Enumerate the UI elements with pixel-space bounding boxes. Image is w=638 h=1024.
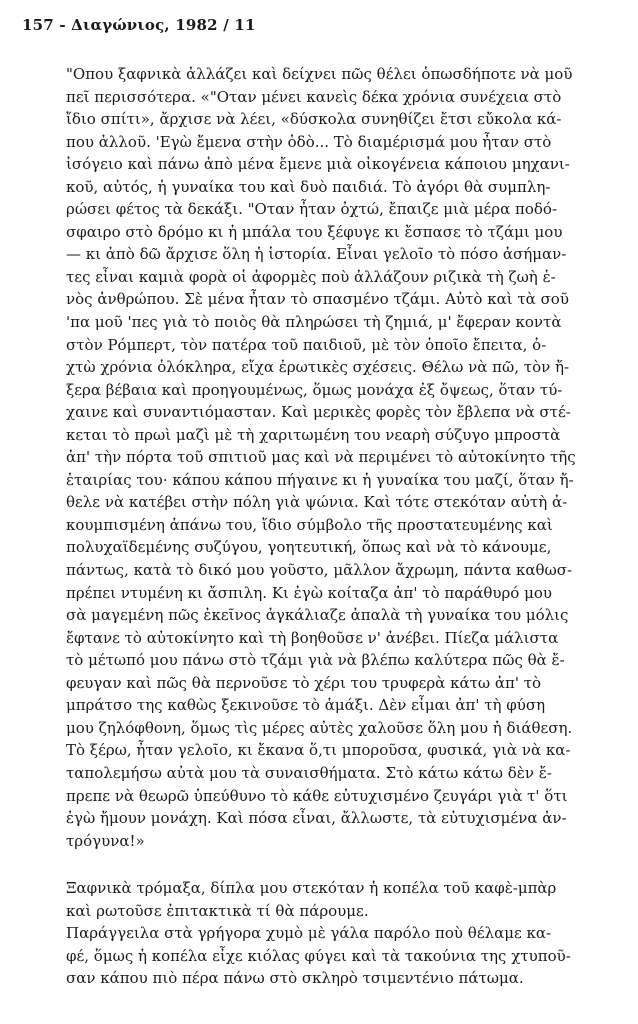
text-line: — κι ἀπὸ δῶ ἄρχισε ὅλη ἡ ἱστορία. Εἶναι γελοῖο τὸ πόσο ἀσήμαν- (66, 245, 567, 264)
text-line: ἰσόγειο καὶ πάνω ἀπὸ μένα ἔμενε μιὰ οἰκογένεια κάποιου μηχανι- (66, 155, 570, 174)
text-line: χαινε καὶ συναντιόμασταν. Καὶ μερικὲς φορὲς τὸν ἔβλεπα νὰ στέ- (66, 403, 571, 422)
text-line: φευγαν καὶ πῶς θὰ περνοῦσε τὸ χέρι του τρυφερὰ κάτω ἀπ' τὸ (66, 673, 542, 692)
text-line: πεῖ περισσότερα. «"Οταν μένει κανεὶς δέκα χρόνια συνέχεια στὸ (66, 87, 562, 106)
text-line: ἀπ' τὴν πόρτα τοῦ σπιτιοῦ μας καὶ νὰ περιμένει τὸ αὐτοκίνητο τῆς (66, 448, 576, 467)
text-line: χτὼ χρόνια ὁλόκληρα, εἴχα ἐρωτικὲς σχέσεις. Θέλω νὰ πῶ, τὸν ἤ- (66, 358, 570, 377)
text-line: τρόγυνα!» (66, 831, 145, 850)
text-line: ξερα βέβαια καὶ προηγουμένως, ὅμως μονάχα ἐξ ὄψεως, ὅταν τύ- (66, 380, 563, 399)
running-head: 157 - Διαγώνιος, 1982 / 11 (22, 16, 256, 34)
text-line: ἑταιρίας του· κάπου κάπου πήγαινε κι ἡ γυναίκα του μαζί, ὅταν ἤ- (66, 470, 574, 489)
text-line: Παράγγειλα στὰ γρήγορα χυμὸ μὲ γάλα παρόλο ποὺ θέλαμε κα- (66, 924, 552, 943)
text-line: ρώσει φέτος τὰ δεκάξι. "Οταν ἦταν ὀχτώ, ἔπαιζε μιὰ μέρα ποδό- (66, 200, 558, 219)
text-line: Τὸ ξέρω, ἦταν γελοῖο, κι ἔκανα ὅ,τι μποροῦσα, φυσικά, γιὰ νὰ κα- (66, 741, 571, 760)
text-line: 'πα μοῦ 'πες γιὰ τὸ ποιὸς θὰ πληρώσει τὴ ζημιά, μ' ἔφεραν κοντὰ (66, 313, 562, 332)
text-line: τες εἶναι καμιὰ φορὰ οἱ ἀφορμὲς ποὺ ἀλλάζουν ριζικὰ τὴ ζωὴ ἑ- (66, 267, 556, 286)
text-line: Ξαφνικὰ τρόμαξα, δίπλα μου στεκόταν ἡ κοπέλα τοῦ καφὲ-μπὰρ (66, 879, 557, 897)
text-line: κεται τὸ πρωὶ μαζὶ μὲ τὴ χαριτωμένη του νεαρὴ σύζυγο μπροστὰ (66, 425, 561, 444)
text-line: τὸ μέτωπό μου πάνω στὸ τζάμι γιὰ νὰ βλέπω καλύτερα πῶς θὰ ἔ- (66, 651, 565, 670)
text-line: καὶ ρωτοῦσε ἐπιτακτικὰ τί θὰ πάρουμε. (66, 901, 369, 920)
text-line: "Οπου ξαφνικὰ ἀλλάζει καὶ δείχνει πῶς θέλει ὁπωσδήποτε νὰ μοῦ (66, 65, 573, 83)
text-line: σαν κάπου πιὸ πέρα πάνω στὸ σκληρὸ τσιμεντένιο πάτωμα. (66, 969, 524, 988)
closing-passage (66, 877, 618, 990)
text-line: πρεπε νὰ θεωρῶ ὑπεύθυνο τὸ κάθε εὐτυχισμένο ζευγάρι γιὰ τ' ὅτι (66, 786, 568, 805)
text-line: που ἀλλοῦ. 'Εγὼ ἔμενα στὴν ὁδὸ... Τὸ διαμέρισμά μου ἦταν στὸ (66, 132, 552, 151)
text-line: θελε νὰ κατέβει στὴν πόλη γιὰ ψώνια. Καὶ τότε στεκόταν αὐτὴ ἀ- (66, 493, 568, 512)
text-line: μπράτσο της καθὼς ξεκινοῦσε τὸ ἁμάξι. Δὲν εἶμαι ἀπ' τὴ φύση (66, 696, 546, 715)
quoted-passage (66, 63, 618, 852)
text-line: ταπολεμήσω αὐτὰ μου τὰ συναισθήματα. Στὸ κάτω κάτω δὲν ἔ- (66, 763, 552, 782)
text-line: φέ, ὅμως ἡ κοπέλα εἶχε κιόλας φύγει καὶ τὰ τακούνια της χτυποῦ- (66, 946, 571, 965)
text-line: στὸν Ρόμπερτ, τὸν πατέρα τοῦ παιδιοῦ, μὲ τὸν ὁποῖο ἔπειτα, ὀ- (66, 335, 547, 354)
text-line: μου ζηλόφθονη, ὅμως τὶς μέρες αὐτὲς χαλοῦσε ὅλη μου ἡ διάθεση. (66, 718, 573, 737)
text-line: σφαιρο στὸ δρόμο κι ἡ μπάλα του ξέφυγε κι ἔσπασε τὸ τζάμι μου (66, 222, 563, 241)
text-line: ἔφτανε τὸ αὐτοκίνητο καὶ τὴ βοηθοῦσε ν' ἀνέβει. Πίεζα μάλιστα (66, 628, 559, 647)
text-line: σὰ μαγεμένη πῶς ἐκεῖνος ἀγκάλιαζε ἀπαλὰ τὴ γυναίκα του μόλις (66, 606, 569, 625)
text-line: ἐγὼ ἤμουν μονάχη. Καὶ πόσα εἶναι, ἄλλωστε, τὰ εὐτυχισμένα ἀν- (66, 809, 567, 828)
text-line: ἴδιο σπίτι», ἄρχισε νὰ λέει, «δύσκολα συνηθίζει ἔτσι εὔκολα κά- (66, 110, 562, 129)
text-line: πρέπει ντυμένη κι ἄσπιλη. Κι ἐγὼ κοίταζα ἀπ' τὸ παράθυρό μου (66, 583, 553, 602)
text-line: πάντως, κατὰ τὸ δικό μου γοῦστο, μᾶλλον ἄχρωμη, πάντα καθωσ- (66, 561, 573, 580)
text-line: νὸς ἀνθρώπου. Σὲ μένα ἦταν τὸ σπασμένο τζάμι. Αὐτὸ καὶ τὰ σοῦ (66, 290, 569, 309)
text-line: κουμπισμένη ἀπάνω του, ἴδιο σύμβολο τῆς προστατευμένης καὶ (66, 515, 553, 534)
text-line: πολυχαϊδεμένης συζύγου, γοητευτική, ὅπως καὶ νὰ τὸ κάνουμε, (66, 538, 552, 557)
text-line: κοῦ, αὐτός, ἡ γυναίκα του καὶ δυὸ παιδιά. Τὸ ἀγόρι θὰ συμπλη- (66, 177, 551, 196)
